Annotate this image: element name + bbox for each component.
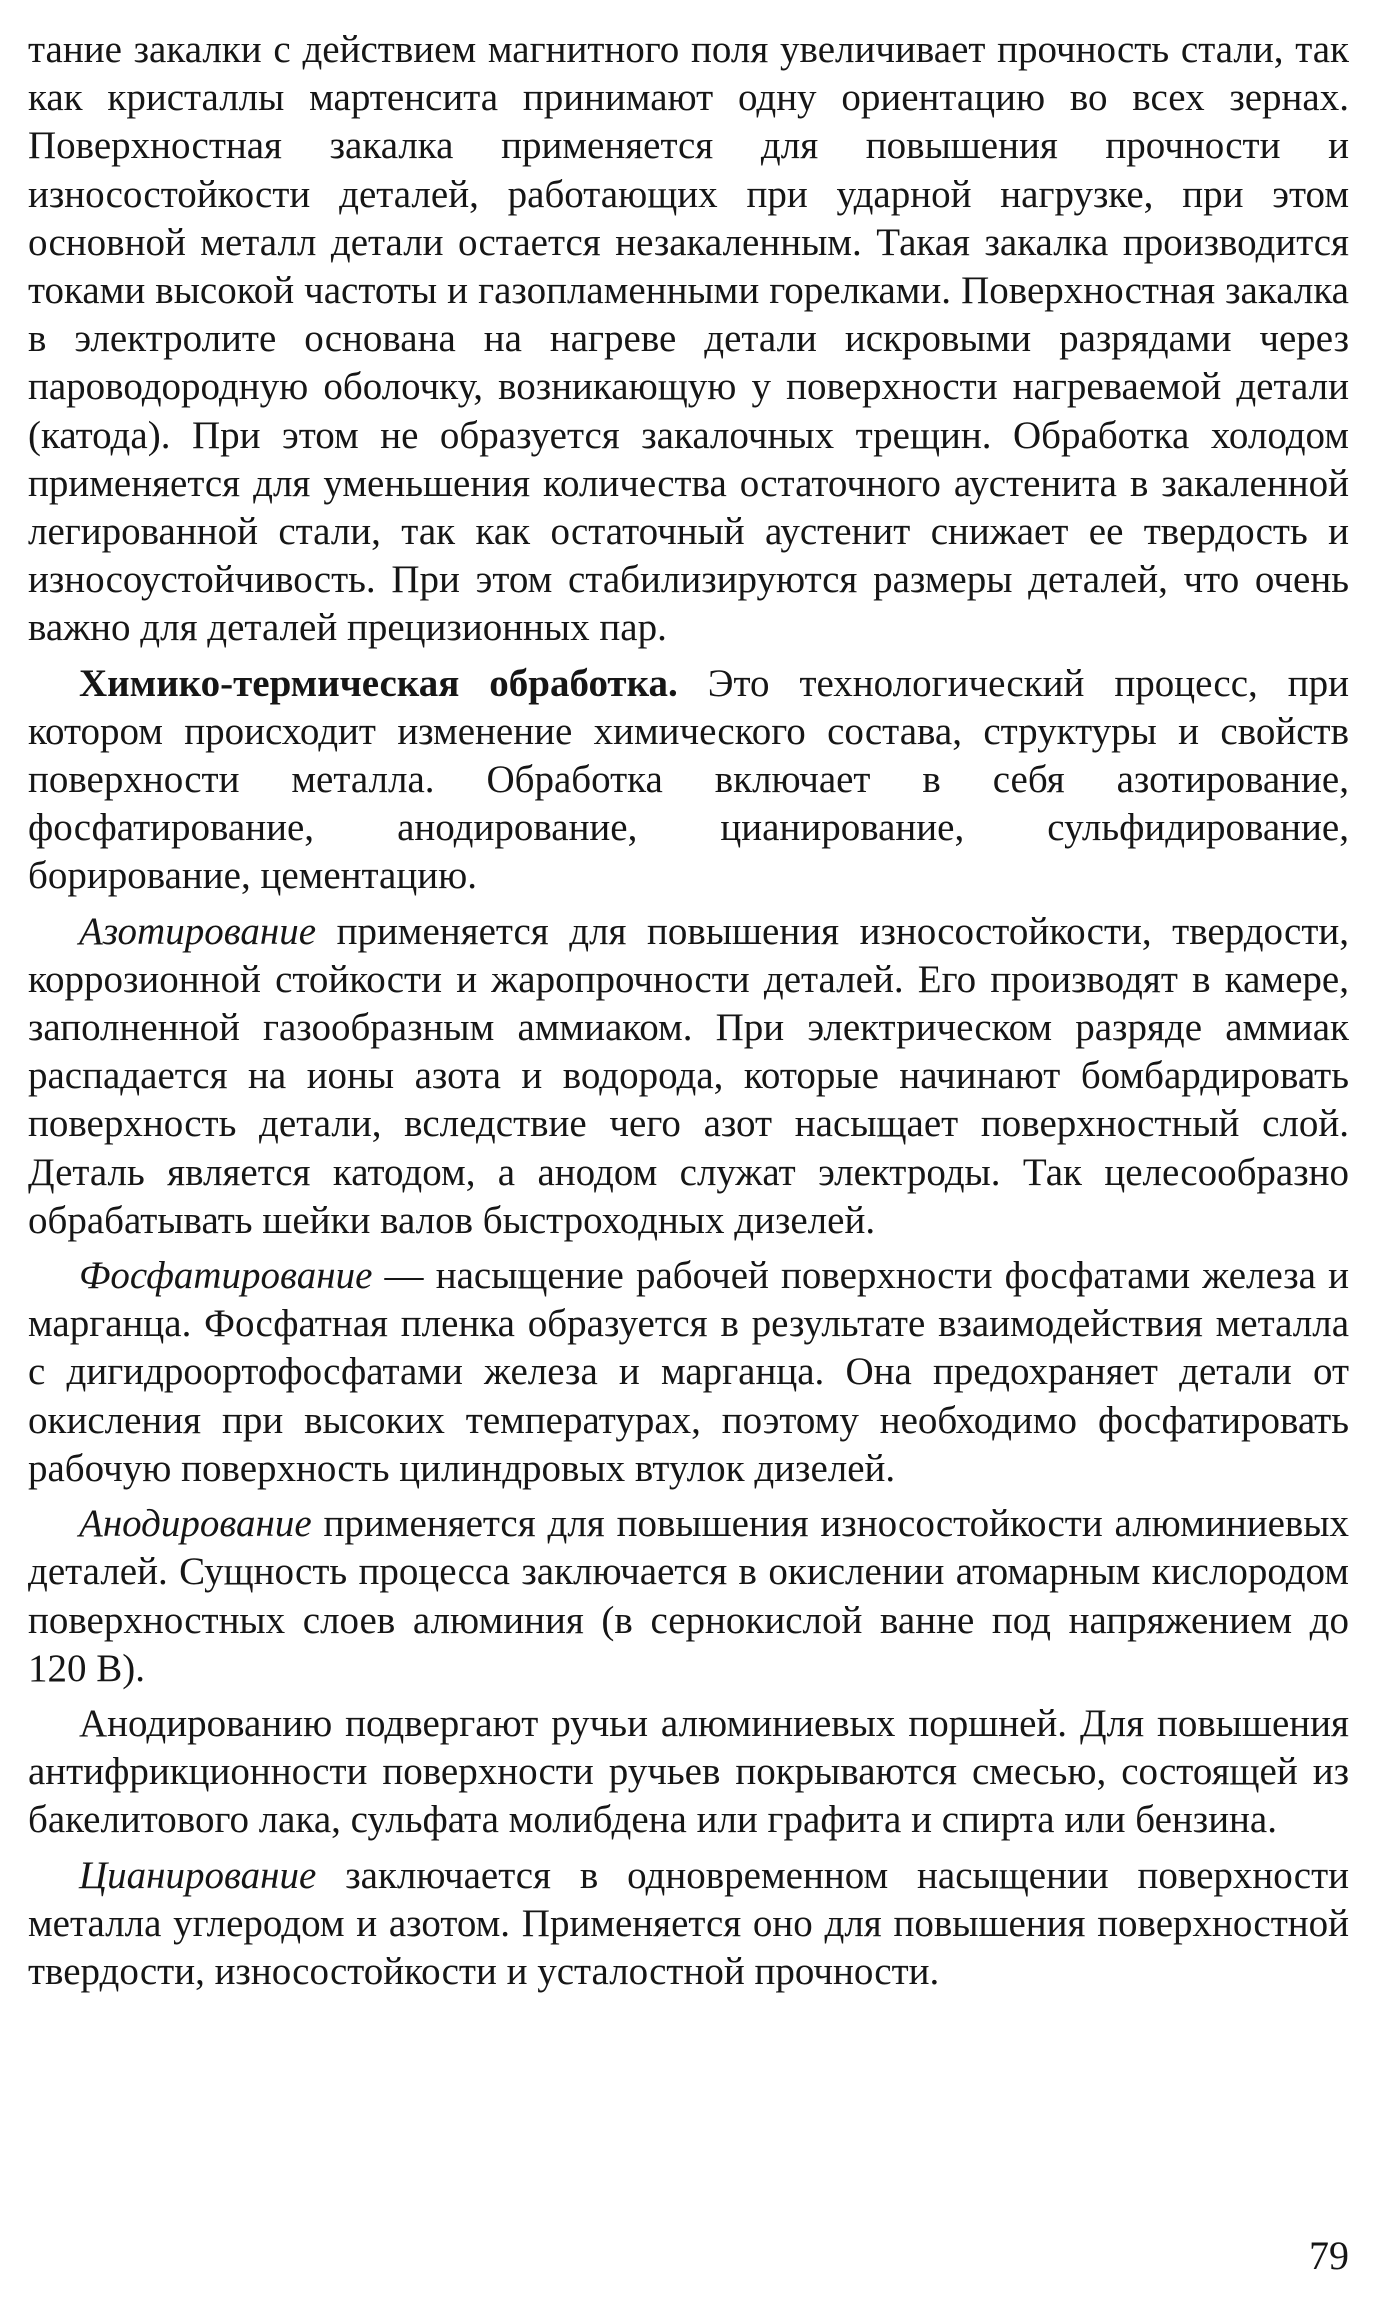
paragraph-phosphating bbox=[28, 1252, 1349, 1493]
paragraph-chemical-thermal-treatment bbox=[28, 660, 1349, 901]
paragraph-text: Это технологический процесс, при котором происходит изменение химического состава, структуры и свойств поверхности металла. Обработка включает в себя азотирование, фосфатирование, анодирование, цианирование, сульфидирование, борирование, цементацию. bbox=[28, 661, 1349, 898]
paragraph-hardening-continued bbox=[28, 26, 1349, 653]
paragraph-anodizing-pistons bbox=[28, 1700, 1349, 1845]
paragraph-text: применяется для повышения износостойкости алюминиевых деталей. Сущность процесса заключается в окислении атомарным кислородом поверхностных слоев алюминия (в сернокислой ванне под напряжением до 120 В). bbox=[28, 1502, 1349, 1690]
paragraph-text: заключается в одновременном насыщении поверхности металла углеродом и азотом. Применяется оно для повышения поверхностной твердости, износостойкости и усталостной прочности. bbox=[28, 1853, 1349, 1993]
paragraph-cyaniding bbox=[28, 1852, 1349, 1997]
paragraph-text: тание закалки с действием магнитного поля увеличивает прочность стали, так как кристаллы мартенсита принимают одну ориентацию во всех зернах. Поверхностная закалка применяется для повышения прочности и износостойкости деталей, работающих при ударной нагрузке, при этом основной металл детали остается незакаленным. Такая закалка производится токами высокой частоты и газопламенными горелками. Поверхностная закалка в электролите основана на нагреве детали искровыми разрядами через пароводородную оболочку, возникающую у поверхности нагреваемой детали (катода). При этом не образуется закалочных трещин. Обработка холодом применяется для уменьшения количества остаточного аустенита в закаленной легированной стали, так как остаточный аустенит снижает ее твердость и износоустойчивость. При этом стабилизируются размеры деталей, что очень важно для деталей прецизионных пар. bbox=[28, 28, 1349, 650]
section-heading: Химико-термическая обработка. bbox=[79, 661, 678, 705]
paragraph-text: — насыщение рабочей поверхности фосфатами железа и марганца. Фосфатная пленка образуется в результате взаимодействия металла с дигидроортофосфатами железа и марганца. Она предохраняет детали от окисления при высоких температурах, поэтому необходимо фосфатировать рабочую поверхность цилиндровых втулок дизелей. bbox=[28, 1254, 1349, 1490]
paragraph-text: Анодированию подвергают ручьи алюминиевых поршней. Для повышения антифрикционности поверхности ручьев покрываются смесью, состоящей из бакелитового лака, сульфата молибдена или графита и спирта или бензина. bbox=[28, 1701, 1349, 1842]
page-number: 79 bbox=[1309, 2233, 1349, 2278]
paragraph-nitriding bbox=[28, 908, 1349, 1245]
paragraph-anodizing bbox=[28, 1500, 1349, 1693]
term-phosphating: Фосфатирование bbox=[79, 1254, 373, 1298]
term-cyaniding: Цианирование bbox=[79, 1853, 317, 1897]
term-anodizing: Анодирование bbox=[79, 1502, 312, 1546]
term-nitriding: Азотирование bbox=[79, 909, 317, 953]
paragraph-text: применяется для повышения износостойкости, твердости, коррозионной стойкости и жаропрочности деталей. Его производят в камере, заполненной газообразным аммиаком. При электрическом разряде аммиак распадается на ионы азота и водорода, которые начинают бомбардировать поверхность детали, вследствие чего азот насыщает поверхностный слой. Деталь является катодом, а анодом служат электроды. Так целесообразно обрабатывать шейки валов быстроходных дизелей. bbox=[28, 909, 1349, 1242]
